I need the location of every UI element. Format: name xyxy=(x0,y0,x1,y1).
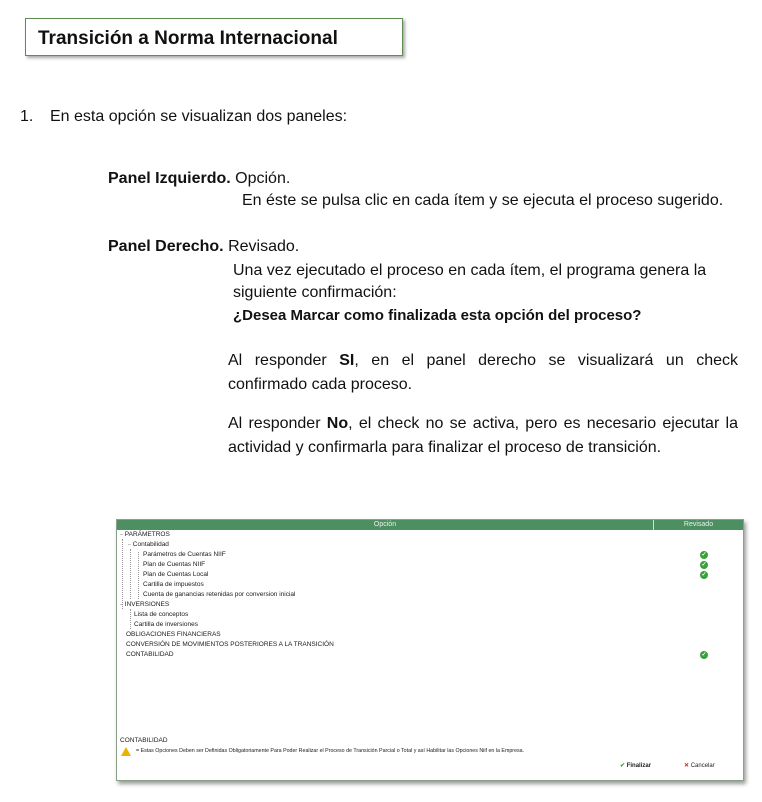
tree-item-plan-cuentas-local[interactable] xyxy=(143,570,208,580)
left-panel-heading xyxy=(108,169,290,189)
collapse-toggle-icon[interactable]: – xyxy=(120,602,123,608)
column-header-option[interactable]: Opción xyxy=(373,521,397,528)
tree-item-label: Parámetros de Cuentas NIIF xyxy=(143,551,226,558)
tree-item-parametros-cuentas-niif[interactable] xyxy=(143,550,226,560)
tree-item-label: CONVERSIÓN DE MOVIMIENTOS POSTERIORES A LA TRANSICIÓN xyxy=(126,641,334,648)
tree-item-label: Contabilidad xyxy=(132,541,169,548)
cancel-button[interactable] xyxy=(684,762,715,769)
grid-header xyxy=(117,520,743,530)
tree-item-cartilla-impuestos[interactable] xyxy=(143,580,204,590)
tree-guide-line xyxy=(130,609,131,629)
right-panel-label: Panel Derecho. xyxy=(108,238,224,255)
right-panel-heading xyxy=(108,237,299,257)
finish-button[interactable] xyxy=(620,762,651,769)
close-icon: ✕ xyxy=(684,763,690,769)
tree-item-label: PARÁMETROS xyxy=(124,531,170,538)
warning-text: = Estas Opciones Deben ser Definidas Obligatoriamente Para Poder Realizar el Proceso de Transición Parcial o Total y así Habilitar las Opciones Niif en la Empresa. xyxy=(136,748,525,754)
left-panel-label: Panel Izquierdo. xyxy=(108,170,231,187)
check-icon: ✓ xyxy=(701,652,707,658)
tree-item-label: Cartilla de impuestos xyxy=(143,581,204,588)
tree-item-lista-conceptos[interactable] xyxy=(134,610,188,620)
confirmation-question: ¿Desea Marcar como finalizada esta opción del proceso? xyxy=(233,307,642,324)
tree-item-ganancias-retenidas[interactable] xyxy=(143,590,295,600)
answer-no-suffix: , el check no se activa, pero es necesario ejecutar la actividad y confirmarla para finalizar el proceso de transición. xyxy=(228,415,738,456)
tree-item-inversiones[interactable] xyxy=(120,600,169,610)
page-title: Transición a Norma Internacional xyxy=(38,28,338,49)
step-number: 1. xyxy=(20,108,34,125)
tree-item-parametros[interactable] xyxy=(120,530,170,540)
answer-no-keyword: No xyxy=(326,415,349,432)
tree-item-cartilla-inversiones[interactable] xyxy=(134,620,198,630)
tree-item-conversion-movimientos[interactable] xyxy=(126,640,334,650)
collapse-toggle-icon[interactable]: – xyxy=(120,532,123,538)
tree-guide-line xyxy=(122,539,123,609)
answer-no-paragraph xyxy=(228,412,738,460)
tree-item-obligaciones[interactable] xyxy=(126,630,221,640)
tree-item-contabilidad[interactable] xyxy=(128,540,169,550)
tree-item-label: INVERSIONES xyxy=(124,601,170,608)
left-panel-description: En éste se pulsa clic en cada ítem y se ejecuta el proceso sugerido. xyxy=(242,192,724,209)
check-icon: ✓ xyxy=(701,572,707,578)
tree-item-label: Plan de Cuentas Local xyxy=(143,571,209,578)
finish-label: Finalizar xyxy=(626,763,652,769)
right-panel-value: Revisado. xyxy=(228,238,300,255)
answer-si-suffix: , en el panel derecho se visualizará un check confirmado cada proceso. xyxy=(228,352,738,393)
tree-guide-line xyxy=(138,552,139,599)
checkmark-icon: ✔ xyxy=(620,763,626,769)
answer-si-prefix: Al responder xyxy=(228,352,340,369)
tree-item-plan-cuentas-niif[interactable] xyxy=(143,560,205,570)
check-icon: ✓ xyxy=(701,562,707,568)
answer-si-paragraph xyxy=(228,349,738,397)
warning-icon xyxy=(121,747,131,756)
column-header-reviewed[interactable]: Revisado xyxy=(683,521,714,528)
tree-guide-line xyxy=(130,549,131,599)
right-panel-description-2: siguiente confirmación: xyxy=(233,284,397,301)
tree-item-contabilidad-root[interactable] xyxy=(126,650,174,660)
footer-title: CONTABILIDAD xyxy=(120,737,168,744)
title-box xyxy=(25,18,403,56)
answer-si-keyword: SI xyxy=(339,352,355,369)
check-icon: ✓ xyxy=(701,552,707,558)
tree-item-label: OBLIGACIONES FINANCIERAS xyxy=(126,631,221,638)
step-text: En esta opción se visualizan dos paneles: xyxy=(50,108,348,125)
tree-item-label: Plan de Cuentas NIIF xyxy=(143,561,206,568)
tree-item-label: Cartilla de inversiones xyxy=(134,621,198,628)
right-panel-description-1: Una vez ejecutado el proceso en cada ítem, el programa genera la xyxy=(233,262,707,279)
tree-item-label: Cuenta de ganancias retenidas por conversion inicial xyxy=(143,591,296,598)
cancel-label: Cancelar xyxy=(690,763,715,769)
answer-no-prefix: Al responder xyxy=(228,415,327,432)
collapse-toggle-icon[interactable]: – xyxy=(128,542,131,548)
tree-item-label: Lista de conceptos xyxy=(134,611,189,618)
left-panel-value: Opción. xyxy=(235,170,291,187)
transition-options-window xyxy=(116,519,744,781)
tree-item-label: CONTABILIDAD xyxy=(126,651,174,658)
